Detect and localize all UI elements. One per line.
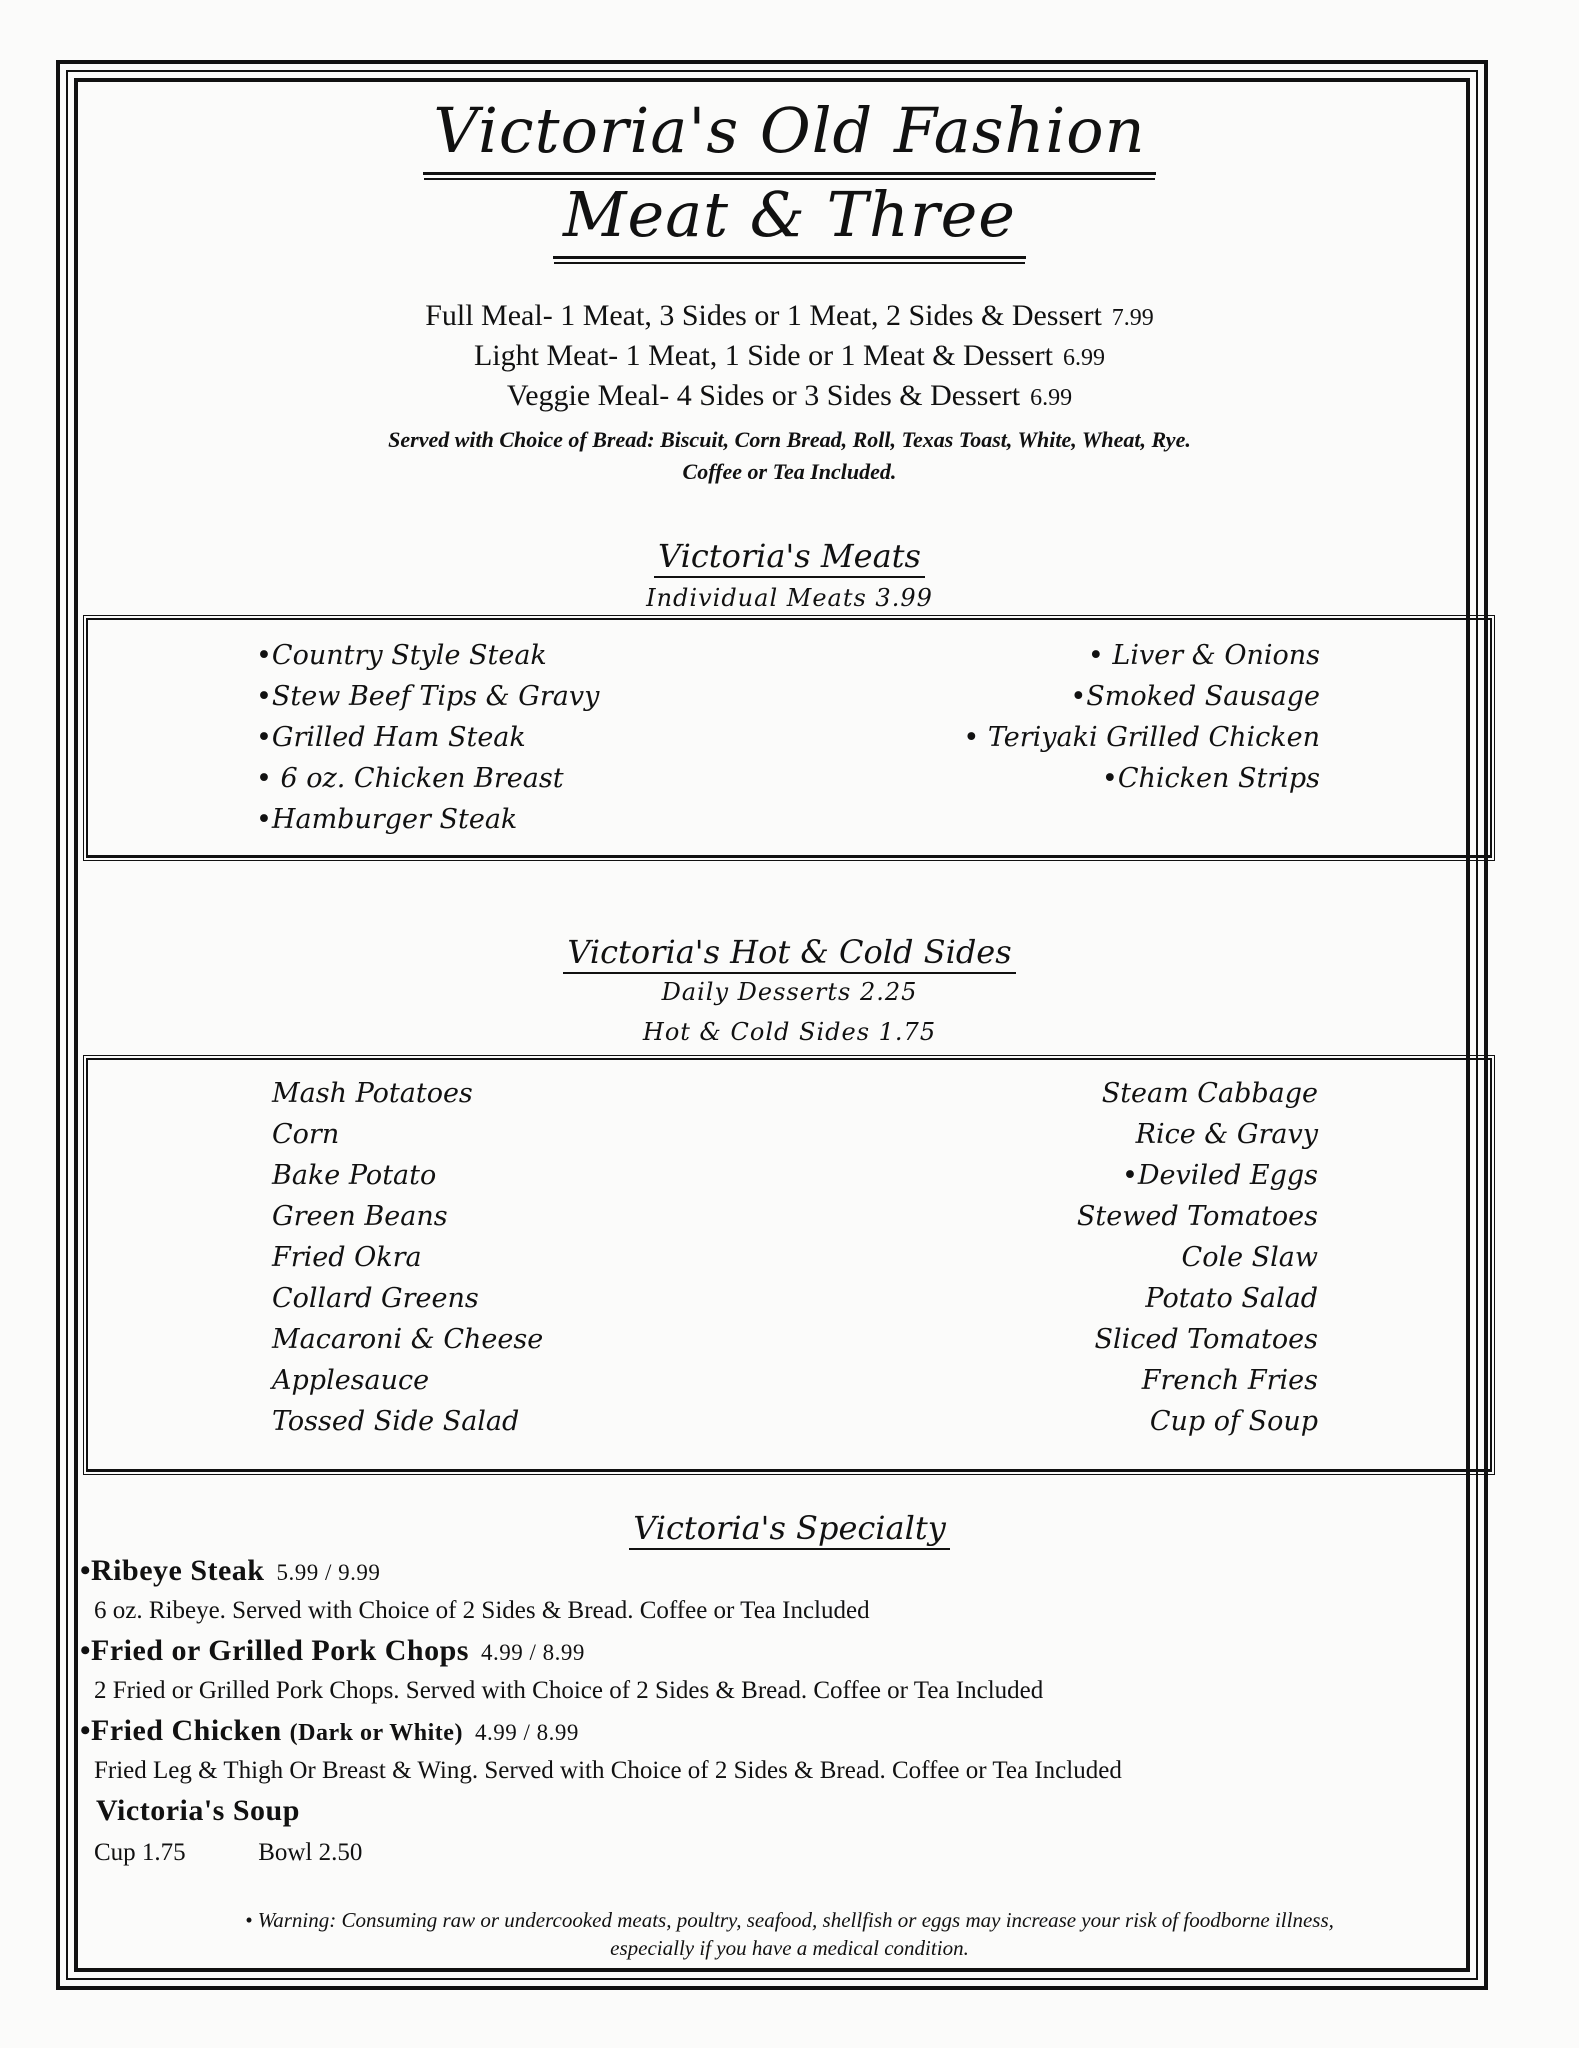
meal-price: 6.99 [1063, 345, 1106, 371]
specialty-price: 4.99 / 8.99 [474, 1720, 579, 1745]
list-item: •Hamburger Steak [256, 804, 518, 835]
specialty-price: 4.99 / 8.99 [480, 1640, 585, 1665]
drink-note: Coffee or Tea Included. [682, 459, 897, 484]
specialty-name: •Fried Chicken [80, 1714, 282, 1747]
specialty-item-ribeye [80, 1554, 380, 1588]
specialty-desc: 2 Fried or Grilled Pork Chops. Served with Choice of 2 Sides & Bread. Coffee or Tea Included [94, 1677, 1044, 1704]
meal-price: 7.99 [1111, 305, 1154, 331]
menu-title-line2: Meat & Three [553, 176, 1026, 259]
specialty-section-title [0, 1508, 1579, 1550]
warning-line2: especially if you have a medical condition. [610, 1936, 969, 1960]
specialty-name: •Ribeye Steak [80, 1554, 265, 1587]
list-item: Cole Slaw [1181, 1242, 1318, 1273]
menu-title [0, 92, 1579, 175]
list-item: French Fries [1141, 1365, 1318, 1396]
list-item: • 6 oz. Chicken Breast [256, 763, 564, 794]
specialty-name: •Fried or Grilled Pork Chops [80, 1634, 469, 1667]
list-item: •Country Style Steak [256, 640, 547, 671]
sides-box [86, 1058, 1492, 1472]
warning-line1: • Warning: Consuming raw or undercooked meats, poultry, seafood, shellfish or eggs may increase your risk of foodborne illness, [245, 1908, 1334, 1932]
sides-section-title [0, 932, 1579, 974]
meal-price: 6.99 [1030, 385, 1073, 411]
desserts-price-note: Daily Desserts 2.25 [661, 978, 918, 1006]
meats-right-column [963, 635, 1320, 799]
specialty-title-text: Victoria's Specialty [629, 1508, 950, 1550]
meats-left-column [256, 635, 599, 840]
meal-name: Veggie Meal- 4 Sides or 3 Sides & Dessert [506, 379, 1021, 412]
list-item: Stewed Tomatoes [1076, 1201, 1318, 1232]
list-item: •Stew Beef Tips & Gravy [256, 681, 600, 712]
sides-left-column [272, 1073, 543, 1442]
specialty-item-pork-chops [80, 1634, 585, 1668]
list-item: Rice & Gravy [1135, 1119, 1318, 1150]
meats-box [86, 618, 1492, 858]
specialty-desc: Fried Leg & Thigh Or Breast & Wing. Served with Choice of 2 Sides & Bread. Coffee or Tea Included [94, 1757, 1122, 1784]
soup-cup-price: Cup 1.75 [94, 1839, 186, 1866]
meal-full [0, 296, 1579, 338]
list-item: Collard Greens [272, 1283, 479, 1314]
bread-note: Served with Choice of Bread: Biscuit, Corn Bread, Roll, Texas Toast, White, Wheat, Rye. [388, 427, 1191, 452]
list-item: Steam Cabbage [1101, 1078, 1318, 1109]
soup-title: Victoria's Soup [96, 1794, 300, 1827]
specialty-item-fried-chicken [80, 1714, 579, 1748]
meal-light [0, 336, 1579, 378]
meats-title-text: Victoria's Meats [654, 536, 925, 578]
specialty-qualifier: (Dark or White) [289, 1720, 463, 1746]
sides-right-column [1077, 1073, 1318, 1442]
menu-subtitle [0, 176, 1579, 259]
meats-price-note: Individual Meats 3.99 [646, 584, 933, 612]
list-item: Applesauce [272, 1365, 430, 1396]
meal-veggie [0, 376, 1579, 418]
sides-title-text: Victoria's Hot & Cold Sides [563, 932, 1015, 974]
list-item: Cup of Soup [1149, 1406, 1318, 1437]
list-item: • Teriyaki Grilled Chicken [963, 722, 1320, 753]
soup-prices [94, 1839, 362, 1867]
list-item: • Liver & Onions [1087, 640, 1320, 671]
list-item: •Grilled Ham Steak [256, 722, 526, 753]
sides-price-note: Hot & Cold Sides 1.75 [642, 1018, 937, 1046]
menu-title-line1: Victoria's Old Fashion [423, 92, 1155, 175]
list-item: Corn [272, 1119, 340, 1150]
list-item: Sliced Tomatoes [1094, 1324, 1318, 1355]
list-item: Macaroni & Cheese [272, 1324, 544, 1355]
meal-name: Full Meal- 1 Meat, 3 Sides or 1 Meat, 2 Sides & Dessert [425, 299, 1102, 332]
specialty-desc: 6 oz. Ribeye. Served with Choice of 2 Sides & Bread. Coffee or Tea Included [94, 1597, 870, 1624]
list-item: Green Beans [272, 1201, 448, 1232]
list-item: Fried Okra [272, 1242, 422, 1273]
list-item: Tossed Side Salad [272, 1406, 520, 1437]
list-item: •Smoked Sausage [1070, 681, 1320, 712]
list-item: Mash Potatoes [272, 1078, 473, 1109]
list-item: Bake Potato [272, 1160, 437, 1191]
list-item: Potato Salad [1145, 1283, 1318, 1314]
list-item: •Chicken Strips [1101, 763, 1320, 794]
specialty-price: 5.99 / 9.99 [276, 1560, 381, 1585]
list-item: •Deviled Eggs [1121, 1160, 1318, 1191]
soup-bowl-price: Bowl 2.50 [258, 1839, 363, 1866]
meats-section-title [0, 536, 1579, 578]
meal-name: Light Meat- 1 Meat, 1 Side or 1 Meat & Dessert [473, 339, 1054, 372]
